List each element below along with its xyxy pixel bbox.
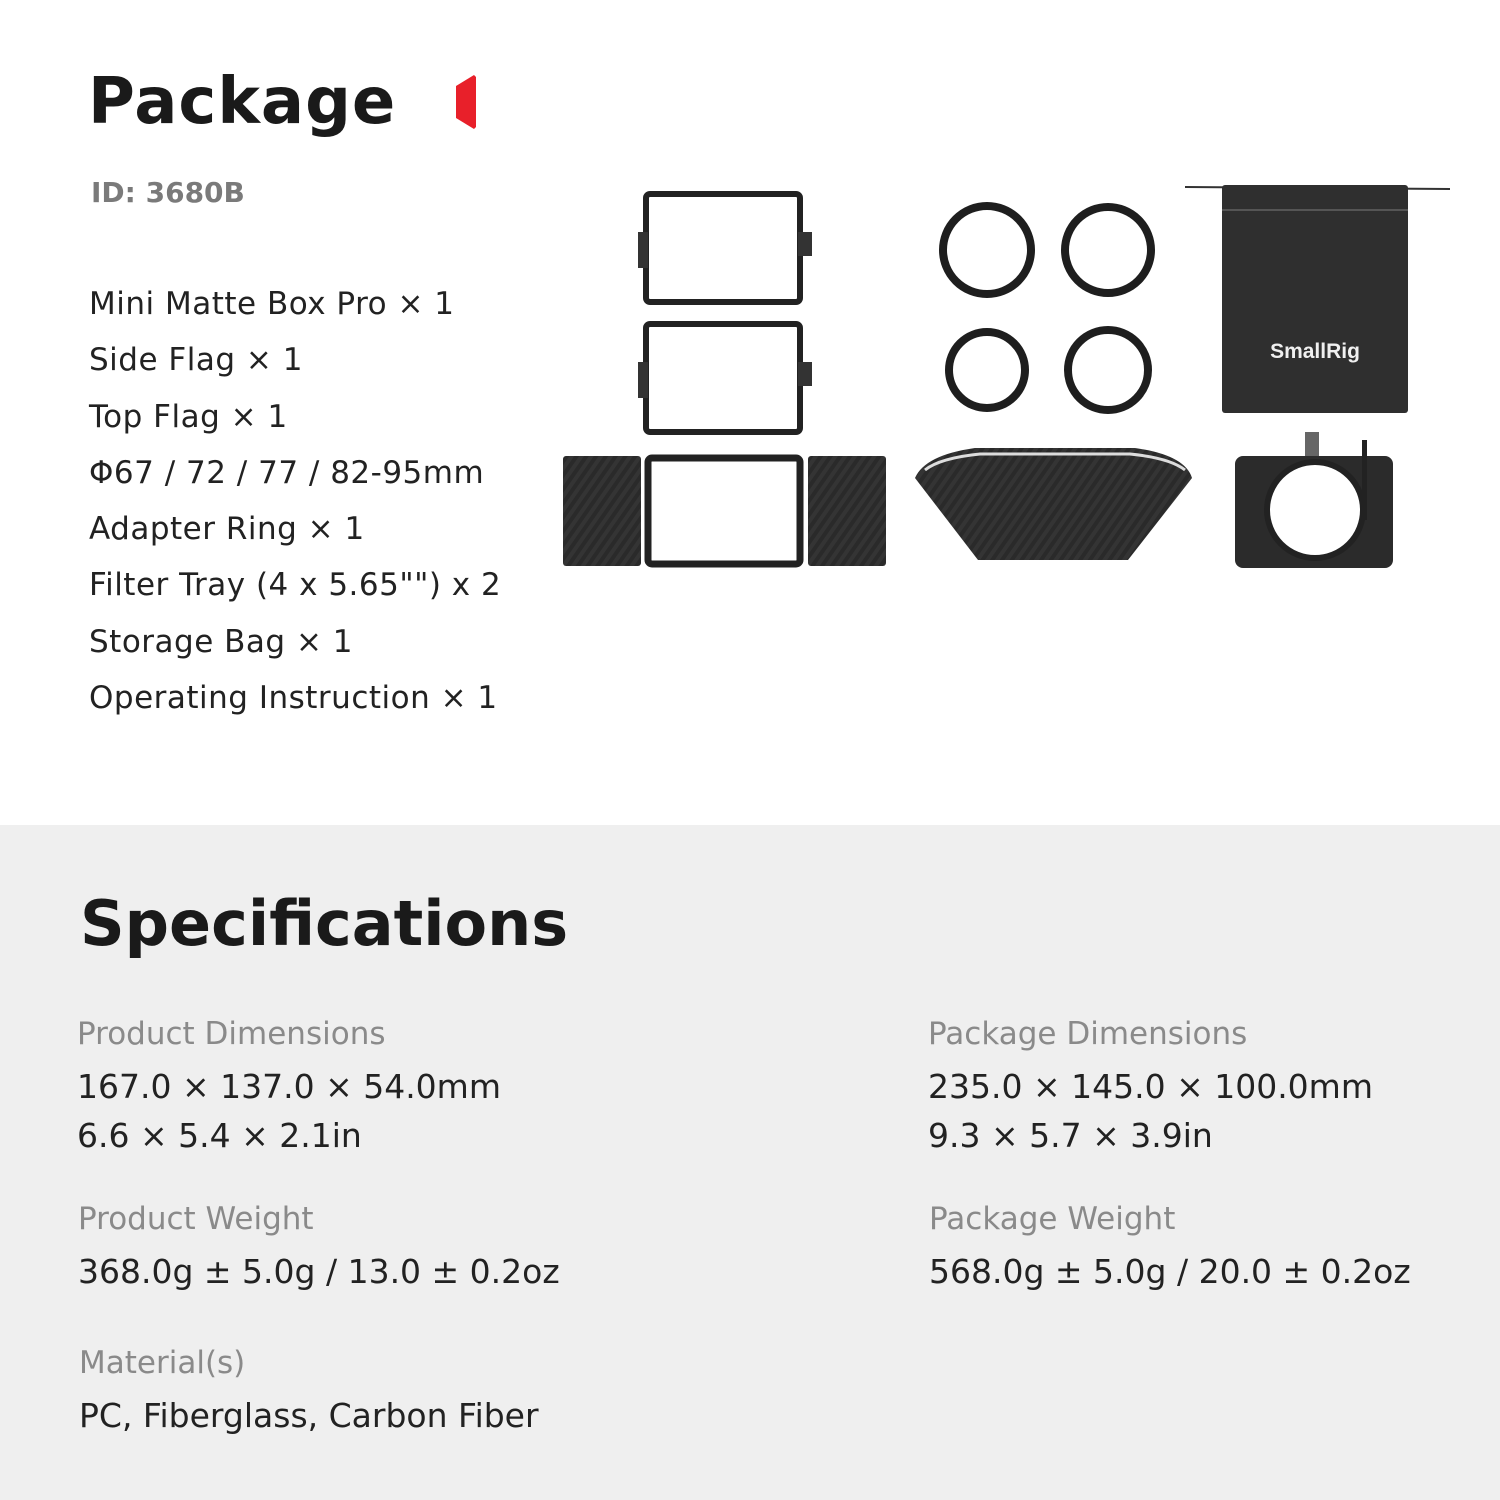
filter-tray-icon <box>638 324 812 432</box>
spec-label: Package Weight <box>929 1201 1176 1237</box>
top-flag-icon <box>915 448 1192 560</box>
product-weight <box>78 1199 560 1296</box>
spec-value: PC, Fiberglass, Carbon Fiber <box>79 1396 539 1435</box>
red-tab-icon <box>446 74 478 130</box>
specifications-title: Specifications <box>80 887 569 960</box>
materials <box>79 1343 539 1440</box>
adapter-rings-icon <box>943 206 1151 410</box>
package-dimensions <box>928 1014 1373 1160</box>
filter-tray-icon <box>638 194 812 302</box>
list-item: Operating Instruction × 1 <box>89 680 498 717</box>
list-item: Storage Bag × 1 <box>89 623 353 660</box>
spec-label: Material(s) <box>79 1345 246 1381</box>
list-item: Side Flag × 1 <box>89 342 303 379</box>
spec-label: Product Weight <box>78 1201 314 1237</box>
bag-logo: SmallRig <box>1270 340 1360 363</box>
spec-value: 167.0 × 137.0 × 54.0mm <box>77 1067 501 1106</box>
package-contents-list <box>89 276 501 726</box>
list-item: Mini Matte Box Pro × 1 <box>89 286 455 322</box>
package-title: Package <box>88 65 397 139</box>
storage-bag-icon <box>1185 185 1450 413</box>
product-dimensions <box>77 1014 501 1160</box>
list-item: Top Flag × 1 <box>89 398 288 435</box>
product-id: ID: 3680B <box>91 176 245 209</box>
spec-value: 368.0g ± 5.0g / 13.0 ± 0.2oz <box>78 1252 560 1291</box>
spec-label: Product Dimensions <box>77 1016 386 1052</box>
list-item: Adapter Ring × 1 <box>89 511 365 548</box>
spec-value: 6.6 × 5.4 × 2.1in <box>77 1116 362 1155</box>
package-weight <box>929 1199 1411 1296</box>
package-contents-illustration <box>555 175 1460 585</box>
matte-box-icon <box>1235 432 1393 568</box>
spec-value: 235.0 × 145.0 × 100.0mm <box>928 1067 1373 1106</box>
spec-value: 9.3 × 5.7 × 3.9in <box>928 1116 1213 1155</box>
spec-label: Package Dimensions <box>928 1016 1248 1052</box>
side-flag-icon <box>563 456 886 566</box>
list-item: Filter Tray (4 x 5.65"") x 2 <box>89 567 502 604</box>
list-item: Φ67 / 72 / 77 / 82-95mm <box>89 454 485 491</box>
spec-value: 568.0g ± 5.0g / 20.0 ± 0.2oz <box>929 1252 1411 1291</box>
